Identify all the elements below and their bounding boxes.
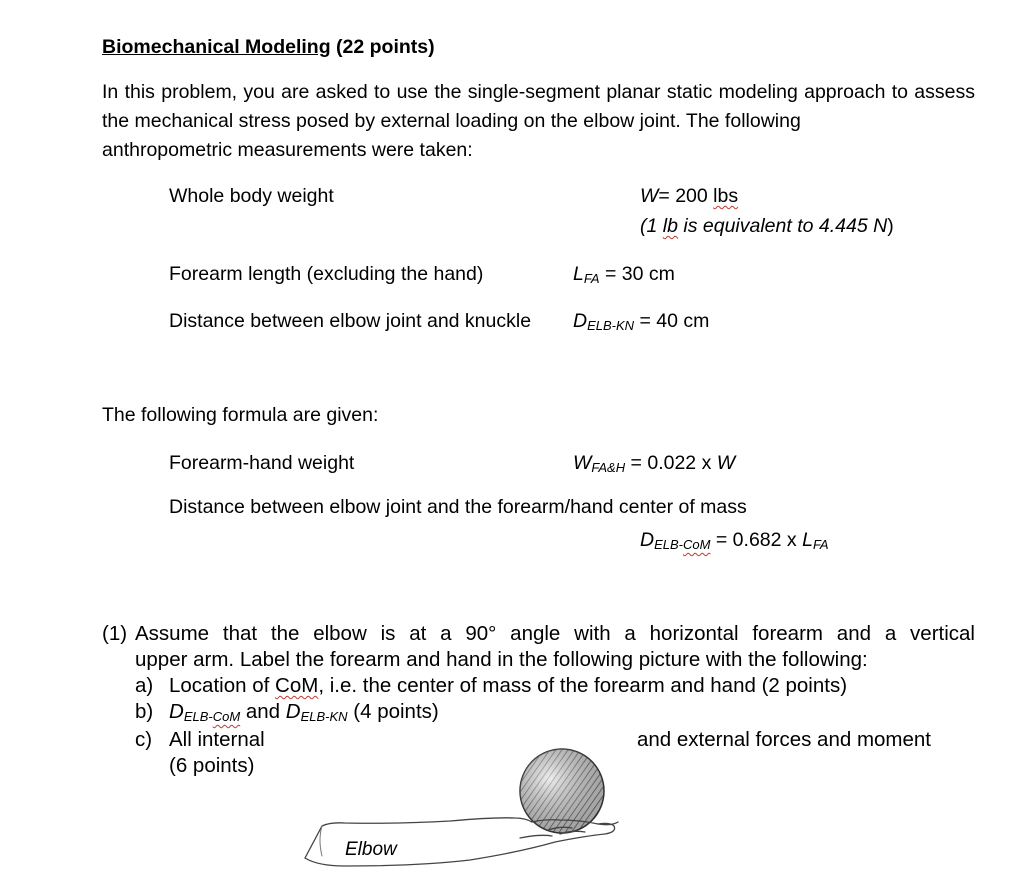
forearm-length-eq: = 30 cm: [604, 263, 675, 285]
item-c-left: All internal: [169, 728, 265, 751]
intro-text: In this problem, you are asked to use the single-segment planar static modeling approach to assess the mechanical stress posed by external loading on the elbow joint. The following: [102, 81, 975, 132]
item-b-d1-sub-a: ELB-: [183, 709, 213, 724]
elbow-knuckle-sub: ELB-KN: [587, 318, 635, 333]
fahw-symbol: W: [573, 452, 592, 474]
note-close: ): [887, 215, 894, 237]
elbow-knuckle-eq: = 40 cm: [639, 310, 710, 332]
item-b-d2-sub: ELB-KN: [300, 709, 348, 724]
note-pre: (1: [640, 215, 658, 237]
item-b-d1: D: [169, 700, 184, 723]
question-number: (1): [102, 622, 128, 645]
forearm-length-label: Forearm length (excluding the hand): [169, 263, 484, 285]
forearm-length-sub: FA: [583, 271, 600, 286]
item-a-pre: Location of: [169, 674, 270, 697]
forearm-length-symbol: L: [573, 263, 584, 285]
com-distance-label: Distance between elbow joint and the forearm/hand center of mass: [169, 496, 747, 518]
item-b-d2: D: [285, 700, 301, 723]
comd-symbol: D: [640, 529, 655, 551]
item-a-com: CoM: [275, 674, 319, 697]
item-b-mid: and: [245, 700, 281, 723]
question-line-2: upper arm. Label the forearm and hand in the following picture with the following:: [135, 648, 868, 671]
item-b-d1-sub-b: CoM: [212, 709, 241, 724]
note-post: is equivalent to 4.445 N: [683, 215, 888, 237]
comd-eq: = 0.682 x: [715, 529, 797, 551]
body-weight-label: Whole body weight: [169, 185, 334, 207]
fahw-var: W: [716, 452, 736, 474]
elbow-label: Elbow: [345, 839, 397, 860]
comd-var: L: [802, 529, 813, 551]
item-a-label: a): [135, 674, 154, 697]
comd-sub-b: CoM: [683, 537, 711, 552]
body-weight-unit: lbs: [713, 185, 739, 207]
elbow-knuckle-label: Distance between elbow joint and knuckle: [169, 310, 532, 332]
comd-var-sub: FA: [812, 537, 829, 552]
elbow-knuckle-symbol: D: [573, 310, 588, 332]
item-c-points: (6 points): [169, 754, 255, 777]
body-weight-symbol: W: [640, 185, 659, 207]
note-lb: lb: [662, 215, 678, 237]
forearm-hand-weight-label: Forearm-hand weight: [169, 452, 355, 474]
item-b-label: b): [135, 700, 154, 723]
comd-sub-a: ELB-: [654, 537, 683, 552]
formulas-intro: The following formula are given:: [102, 404, 379, 426]
title-points: (22 points): [336, 36, 435, 58]
fahw-eq: = 0.022 x: [630, 452, 712, 474]
item-c-right: and external forces and moment: [637, 728, 931, 751]
item-c-label: c): [135, 728, 153, 751]
title-underlined: Biomechanical Modeling: [102, 36, 331, 58]
body-weight-eq: = 200: [658, 185, 708, 207]
item-a-post: , i.e. the center of mass of the forearm and hand (2 points): [318, 674, 848, 697]
item-b-post: (4 points): [353, 700, 439, 723]
question-line-1: Assume that the elbow is at a 90° angle with a horizontal forearm and a vertical: [135, 622, 975, 645]
intro-last-line: anthropometric measurements were taken:: [102, 139, 473, 161]
fahw-sub: FA&H: [591, 460, 626, 475]
